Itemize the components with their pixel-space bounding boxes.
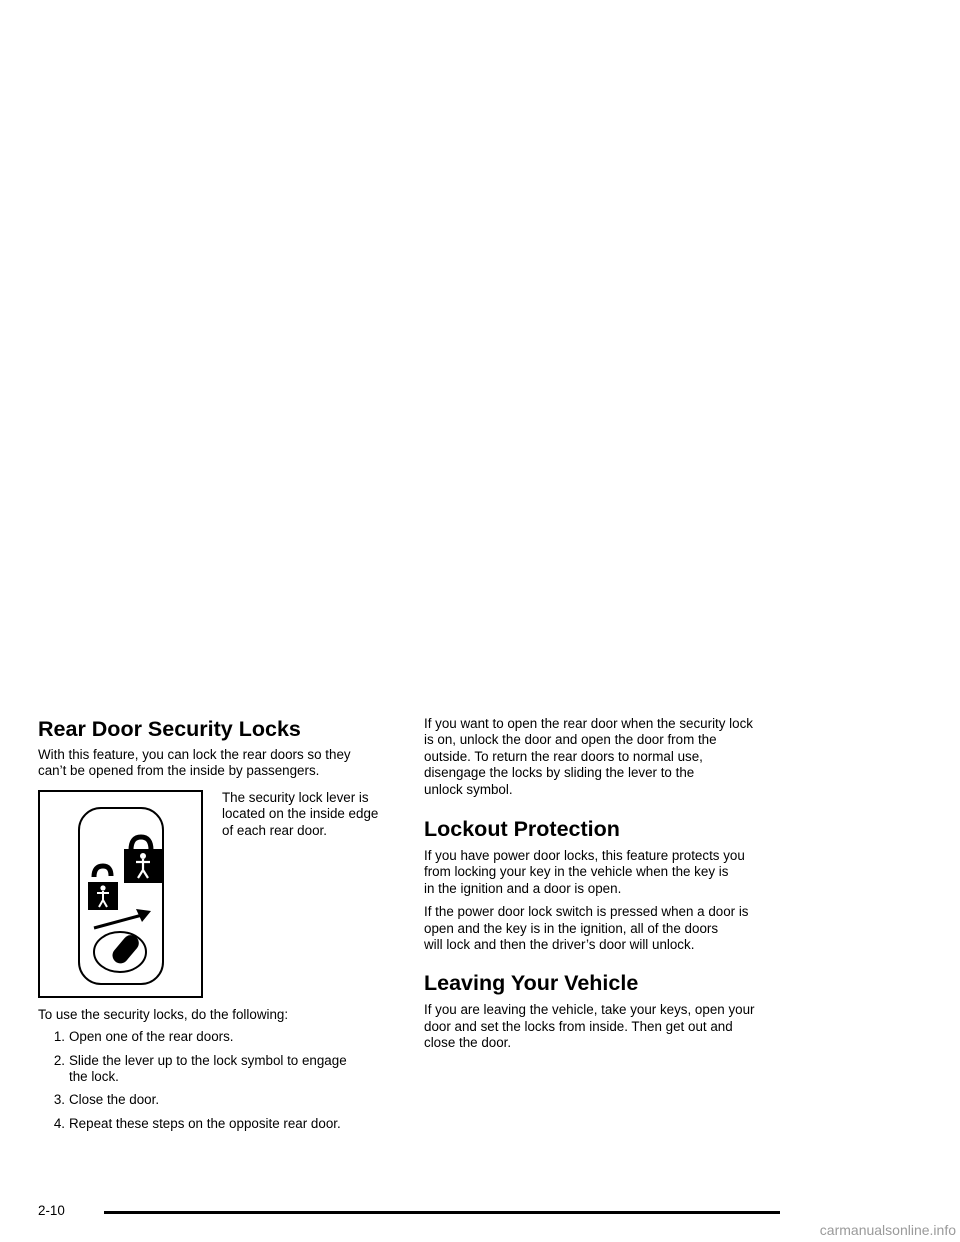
child-security-lock-icon — [40, 792, 201, 996]
step-number: 1. — [53, 1029, 65, 1045]
step-text: Slide the lever up to the lock symbol to engage the lock. — [69, 1052, 347, 1085]
intro-paragraph: With this feature, you can lock the rear doors so they can’t be opened from the inside by passengers. — [38, 747, 351, 779]
lockout-paragraph-1: If you have power door locks, this feature protects you from locking your key in the vehicle when the key is in the ignition and a door is open. — [424, 848, 745, 896]
section-heading-rear-door-security-locks: Rear Door Security Locks — [38, 717, 301, 741]
steps-list — [38, 1029, 392, 1132]
list-item — [38, 1029, 392, 1045]
footer-divider — [104, 1211, 780, 1214]
list-item — [38, 1092, 392, 1108]
list-item — [38, 1053, 392, 1086]
section-heading-lockout-protection: Lockout Protection — [424, 817, 620, 842]
figure-row — [38, 790, 392, 1002]
page-number: 2-10 — [38, 1203, 65, 1218]
step-text: Close the door. — [69, 1092, 160, 1108]
right-column — [424, 716, 804, 1052]
lockout-paragraph-2: If the power door lock switch is pressed when a door is open and the key is in the ignition, all of the doors will lock and then the driver’s door will unlock. — [424, 904, 749, 953]
unlock-paragraph: If you want to open the rear door when the security lock is on, unlock the door and open the door from the outside. To return the rear doors to normal use, disengage the locks by sliding the lever to the unlock symbol. — [424, 716, 753, 797]
step-text: Open one of the rear doors. — [69, 1029, 234, 1045]
section-heading-leaving-your-vehicle: Leaving Your Vehicle — [424, 971, 639, 996]
step-number: 2. — [53, 1052, 65, 1068]
figure-caption: The security lock lever is located on the inside edge of each rear door. — [222, 789, 379, 838]
security-lock-figure — [38, 790, 203, 998]
leaving-paragraph: If you are leaving the vehicle, take your keys, open your door and set the locks from inside. Then get out and close the door. — [424, 1002, 755, 1051]
step-number: 4. — [53, 1115, 65, 1131]
step-text: Repeat these steps on the opposite rear door. — [69, 1115, 341, 1131]
step-number: 3. — [53, 1092, 65, 1108]
left-column — [38, 716, 392, 1139]
list-item — [38, 1116, 392, 1132]
steps-intro: To use the security locks, do the following: — [38, 1006, 289, 1022]
watermark: carmanualsonline.info — [819, 1222, 956, 1238]
